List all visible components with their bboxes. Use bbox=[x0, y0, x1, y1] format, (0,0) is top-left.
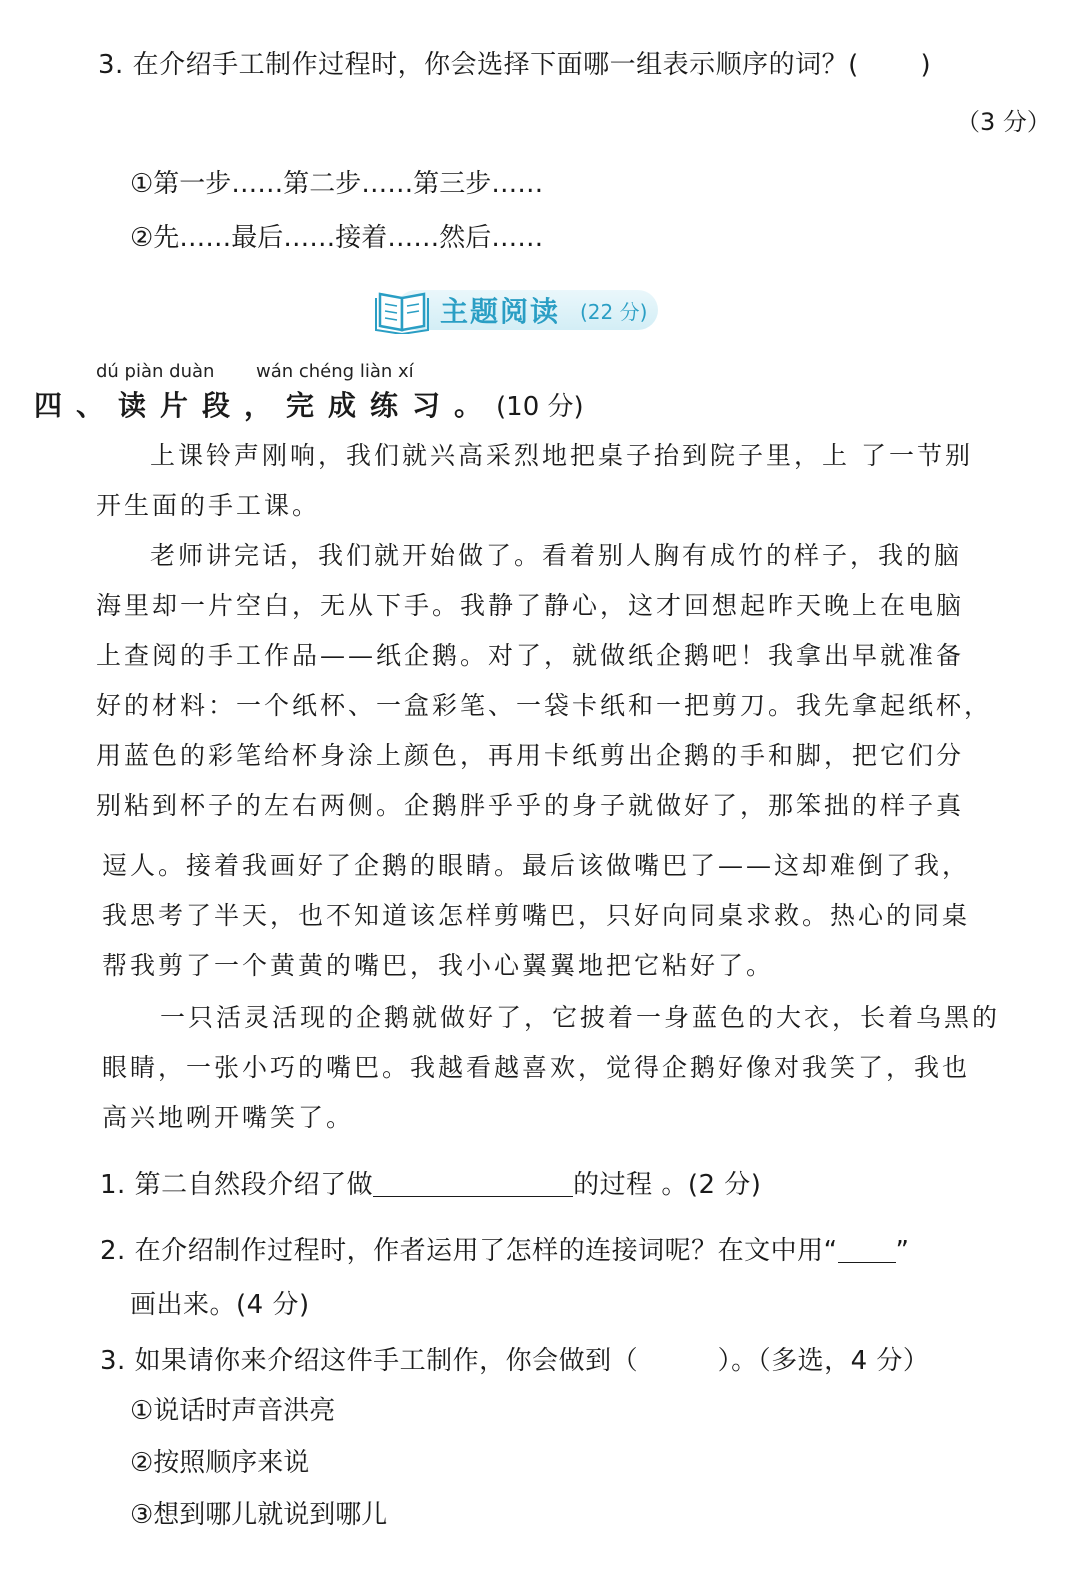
q3-prev-stem: 3. 在介绍手工制作过程时，你会选择下面哪一组表示顺序的词？( ) bbox=[98, 50, 932, 80]
pinyin-read-passage: dú piàn duàn bbox=[96, 361, 215, 382]
passage-line-2: 开生面的手工课。 bbox=[96, 491, 321, 520]
question-3-option-3: ③想到哪儿就说到哪儿 bbox=[130, 1500, 388, 1530]
question-2-line-2: 画出来。(4 分) bbox=[130, 1290, 310, 1320]
banner-title: 主题阅读 bbox=[440, 295, 561, 328]
passage-line-10: 我思考了半天，也不知道该怎样剪嘴巴，只好向同桌求救。热心的同桌 bbox=[102, 901, 971, 930]
question-1-text: 1. 第二自然段介绍了做 bbox=[100, 1170, 374, 1200]
q3-prev-option-2: ②先……最后……接着……然后…… bbox=[130, 223, 544, 253]
passage-line-12: 一只活灵活现的企鹅就做好了，它披着一身蓝色的大衣，长着乌黑的 bbox=[160, 1003, 1001, 1032]
question-3-stem: 3. 如果请你来介绍这件手工制作，你会做到（ ）。（多选，4 分） bbox=[100, 1346, 930, 1376]
passage-line-4: 海里却一片空白，无从下手。我静了静心，这才回想起昨天晚上在电脑 bbox=[96, 591, 965, 620]
passage-line-7: 用蓝色的彩笔给杯身涂上颜色，再用卡纸剪出企鹅的手和脚，把它们分 bbox=[96, 741, 965, 770]
q3-prev-option-1: ①第一步……第二步……第三步…… bbox=[130, 169, 544, 199]
passage-line-3: 老师讲完话，我们就开始做了。看着别人胸有成竹的样子，我的脑 bbox=[150, 541, 963, 570]
passage-line-14: 高兴地咧开嘴笑了。 bbox=[102, 1103, 355, 1132]
passage-line-9: 逗人。接着我画好了企鹅的眼睛。最后该做嘴巴了——这却难倒了我， bbox=[102, 851, 971, 880]
passage-line-5: 上查阅的手工作品——纸企鹅。对了，就做纸企鹅吧！我拿出早就准备 bbox=[96, 641, 965, 670]
passage-line-13: 眼睛，一张小巧的嘴巴。我越看越喜欢，觉得企鹅好像对我笑了，我也 bbox=[102, 1053, 971, 1082]
theme-reading-banner bbox=[374, 282, 664, 334]
section-4-title: 四、读片段，完成练习。 bbox=[34, 389, 497, 422]
question-1-answer-blank[interactable] bbox=[373, 1172, 573, 1197]
passage-line-6: 好的材料：一个纸杯、一盒彩笔、一袋卡纸和一把剪刀。我先拿起纸杯， bbox=[96, 691, 993, 720]
section-4-score: (10 分) bbox=[496, 392, 584, 422]
question-1 bbox=[100, 1164, 761, 1201]
underline-sample bbox=[838, 1238, 896, 1263]
question-2-close-quote: ” bbox=[895, 1236, 910, 1266]
open-book-icon bbox=[374, 284, 434, 334]
passage-line-1: 上课铃声刚响，我们就兴高采烈地把桌子抬到院子里，上 了一节别 bbox=[150, 441, 973, 470]
passage-line-8: 别粘到杯子的左右两侧。企鹅胖乎乎的身子就做好了，那笨拙的样子真 bbox=[96, 791, 965, 820]
passage-line-11: 帮我剪了一个黄黄的嘴巴，我小心翼翼地把它粘好了。 bbox=[102, 951, 775, 980]
question-2-text: 2. 在介绍制作过程时，作者运用了怎样的连接词呢？在文中用“ bbox=[100, 1236, 838, 1266]
q3-prev-score: （3 分） bbox=[956, 108, 1051, 136]
question-1-tail: 的过程 。(2 分) bbox=[573, 1170, 762, 1200]
question-3-option-1: ①说话时声音洪亮 bbox=[130, 1396, 336, 1426]
banner-score: (22 分) bbox=[580, 300, 648, 324]
pinyin-complete-exercise: wán chéng liàn xí bbox=[256, 361, 414, 382]
section-4-heading bbox=[34, 384, 584, 424]
question-2 bbox=[100, 1230, 910, 1267]
question-3-option-2: ②按照顺序来说 bbox=[130, 1448, 310, 1478]
